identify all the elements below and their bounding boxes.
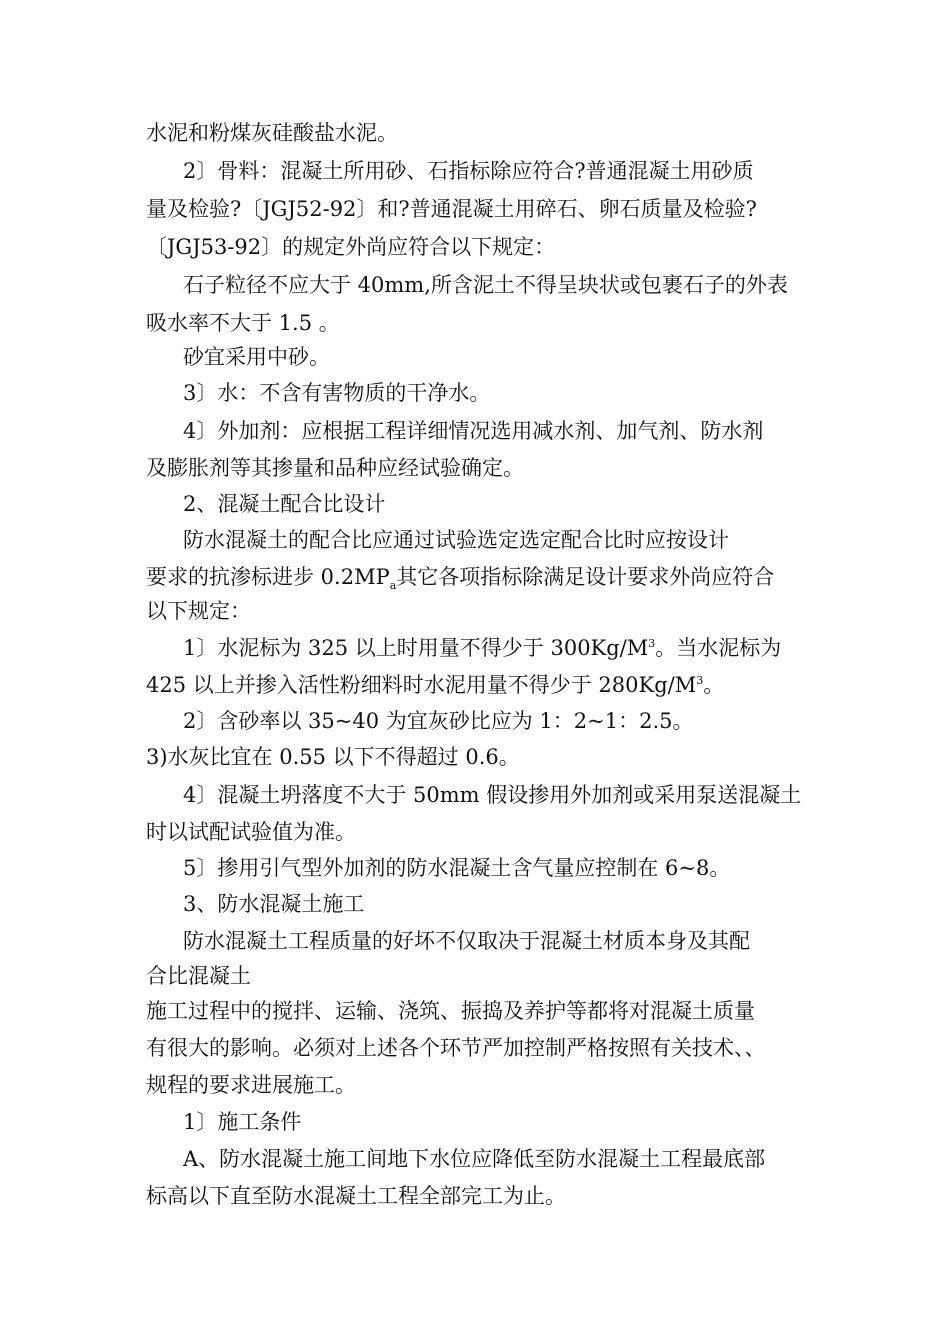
text-segment: 1〕水泥标为 325 以上时用量不得少于 300Kg/M xyxy=(183,636,649,660)
text-line: 以下规定： xyxy=(146,599,251,623)
superscript: 3 xyxy=(696,674,704,687)
text-line: 石子粒径不应大于 40mm,所含泥土不得呈块状或包裹石子的外表 xyxy=(183,273,788,297)
subscript: a xyxy=(389,579,397,593)
text-line: 规程的要求进展施工。 xyxy=(146,1073,356,1097)
text-segment: 要求的抗渗标进步 0.2MP xyxy=(146,565,390,589)
text-line: 〔JGJ53-92〕的规定外尚应符合以下规定： xyxy=(146,235,556,259)
text-line xyxy=(183,635,781,661)
text-line: 2〕含砂率以 35~40 为宜灰砂比应为 1：2~1：2.5。 xyxy=(183,709,694,733)
section-heading: 3、防水混凝土施工 xyxy=(183,892,365,916)
text-line: 及膨胀剂等其掺量和品种应经试验确定。 xyxy=(146,456,524,480)
text-line: 标高以下直至防水混凝土工程全部完工为止。 xyxy=(146,1184,566,1208)
text-line: 2〕骨料：混凝土所用砂、石指标除应符合?普通混凝土用砂质 xyxy=(183,159,754,183)
text-line: 防水混凝土工程质量的好坏不仅取决于混凝土材质本身及其配 xyxy=(183,929,750,953)
text-line: 5〕掺用引气型外加剂的防水混凝土含气量应控制在 6~8。 xyxy=(183,856,731,880)
text-line: 水泥和粉煤灰硅酸盐水泥。 xyxy=(146,121,398,145)
text-line: 1〕施工条件 xyxy=(183,1110,302,1134)
text-line: 量及检验?〔JGJ52-92〕和?普通混凝土用碎石、卵石质量及检验? xyxy=(146,197,757,221)
text-line: 时以试配试验值为准。 xyxy=(146,820,356,844)
text-line: 防水混凝土的配合比应通过试验选定选定配合比时应按设计 xyxy=(183,528,729,552)
text-segment: 。当水泥标为 xyxy=(655,636,782,660)
text-line: 砂宜采用中砂。 xyxy=(183,345,330,369)
text-segment: 。 xyxy=(703,673,725,697)
text-line: 3〕水：不含有害物质的干净水。 xyxy=(183,381,491,405)
superscript: 3 xyxy=(648,637,656,650)
text-line: 吸水率不大于 1.5 。 xyxy=(146,311,340,335)
text-line: A、防水混凝土施工间地下水位应降低至防水混凝土工程最底部 xyxy=(183,1147,766,1171)
text-line: 施工过程中的搅拌、运输、浇筑、振捣及养护等都将对混凝土质量 xyxy=(146,999,755,1023)
text-line xyxy=(146,672,724,698)
text-line: 4〕混凝土坍落度不大于 50mm 假设掺用外加剂或采用泵送混凝土 xyxy=(183,783,802,807)
text-segment: 其它各项指标除满足设计要求外尚应符合 xyxy=(396,565,775,589)
section-heading: 2、混凝土配合比设计 xyxy=(183,492,386,516)
text-line xyxy=(146,564,775,593)
text-segment: 425 以上并掺入活性粉细料时水泥用量不得少于 280Kg/M xyxy=(146,673,697,697)
text-line: 3)水灰比宜在 0.55 以下不得超过 0.6。 xyxy=(146,745,520,769)
text-line: 合比混凝土 xyxy=(146,964,251,988)
text-line: 4〕外加剂：应根据工程详细情况选用减水剂、加气剂、防水剂 xyxy=(183,419,764,443)
text-line: 有很大的影响。必须对上述各个环节严加控制严格按照有关技术、、 xyxy=(146,1036,766,1060)
